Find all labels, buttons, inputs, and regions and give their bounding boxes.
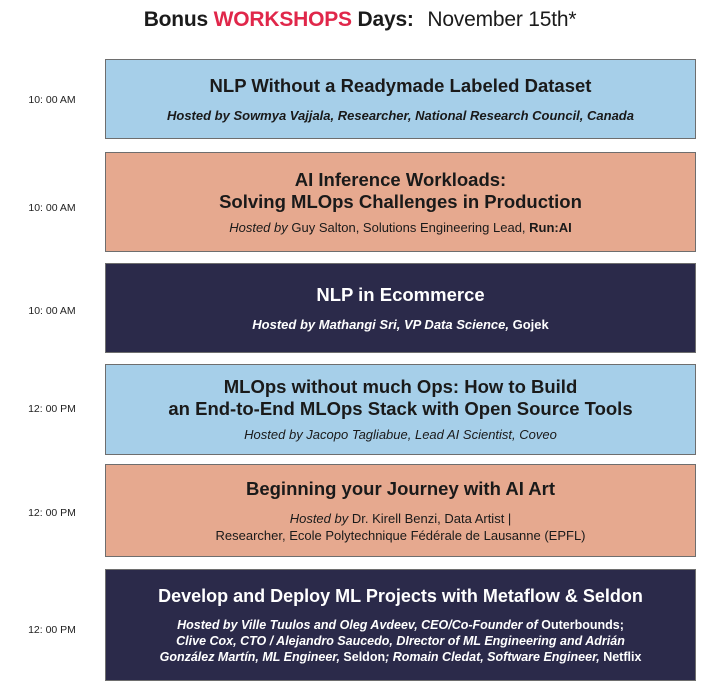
session-time: 10: 00 AM <box>28 305 76 317</box>
title-prefix: Bonus <box>143 8 209 31</box>
session-host: Hosted by Sowmya Vajjala, Researcher, National Research Council, Canada <box>167 107 634 123</box>
session-host: Hosted by Mathangi Sri, VP Data Science, Gojek <box>252 316 549 332</box>
session-card <box>105 59 696 139</box>
session-host: Hosted by Guy Salton, Solutions Engineering Lead, Run:AI <box>229 219 572 235</box>
session-card <box>105 364 696 455</box>
session-time: 12: 00 PM <box>28 507 76 519</box>
title-suffix: Days: <box>357 8 414 31</box>
session-host-line3: González Martín, ML Engineer, Seldon; Romain Cledat, Software Engineer, Netflix <box>159 650 642 664</box>
session-title: NLP Without a Readymade Labeled Dataset <box>209 74 592 96</box>
session-card <box>105 263 696 353</box>
session-host: Hosted by Jacopo Tagliabue, Lead AI Scientist, Coveo <box>244 427 557 442</box>
session-time: 12: 00 PM <box>28 624 76 636</box>
title-date: November 15th* <box>427 8 577 31</box>
session-title-line2: Solving MLOps Challenges in Production <box>219 190 582 212</box>
page-title <box>0 8 720 32</box>
session-card <box>105 464 696 557</box>
session-title: Beginning your Journey with AI Art <box>245 477 556 499</box>
session-time: 10: 00 AM <box>28 94 76 106</box>
session-host-line2: Researcher, Ecole Polytechnique Fédérale de Lausanne (EPFL) <box>215 527 586 543</box>
session-card <box>105 569 696 681</box>
session-title: AI Inference Workloads: <box>294 168 507 190</box>
session-title: MLOps without much Ops: How to Build <box>223 376 578 397</box>
session-title: NLP in Ecommerce <box>316 283 485 305</box>
session-title: Develop and Deploy ML Projects with Metaflow & Seldon <box>158 586 643 606</box>
session-title-line2: an End-to-End MLOps Stack with Open Source Tools <box>168 398 633 419</box>
session-time: 12: 00 PM <box>28 403 76 415</box>
session-time: 10: 00 AM <box>28 202 76 214</box>
title-accent: WORKSHOPS <box>213 8 352 31</box>
session-host-line2: Clive Cox, CTO / Alejandro Saucedo, DIrector of ML Engineering and Adrián <box>176 634 625 648</box>
session-card <box>105 152 696 252</box>
session-host: Hosted by Ville Tuulos and Oleg Avdeev, CEO/Co-Founder of Outerbounds; <box>177 618 624 632</box>
session-host: Hosted by Dr. Kirell Benzi, Data Artist | <box>289 510 512 526</box>
